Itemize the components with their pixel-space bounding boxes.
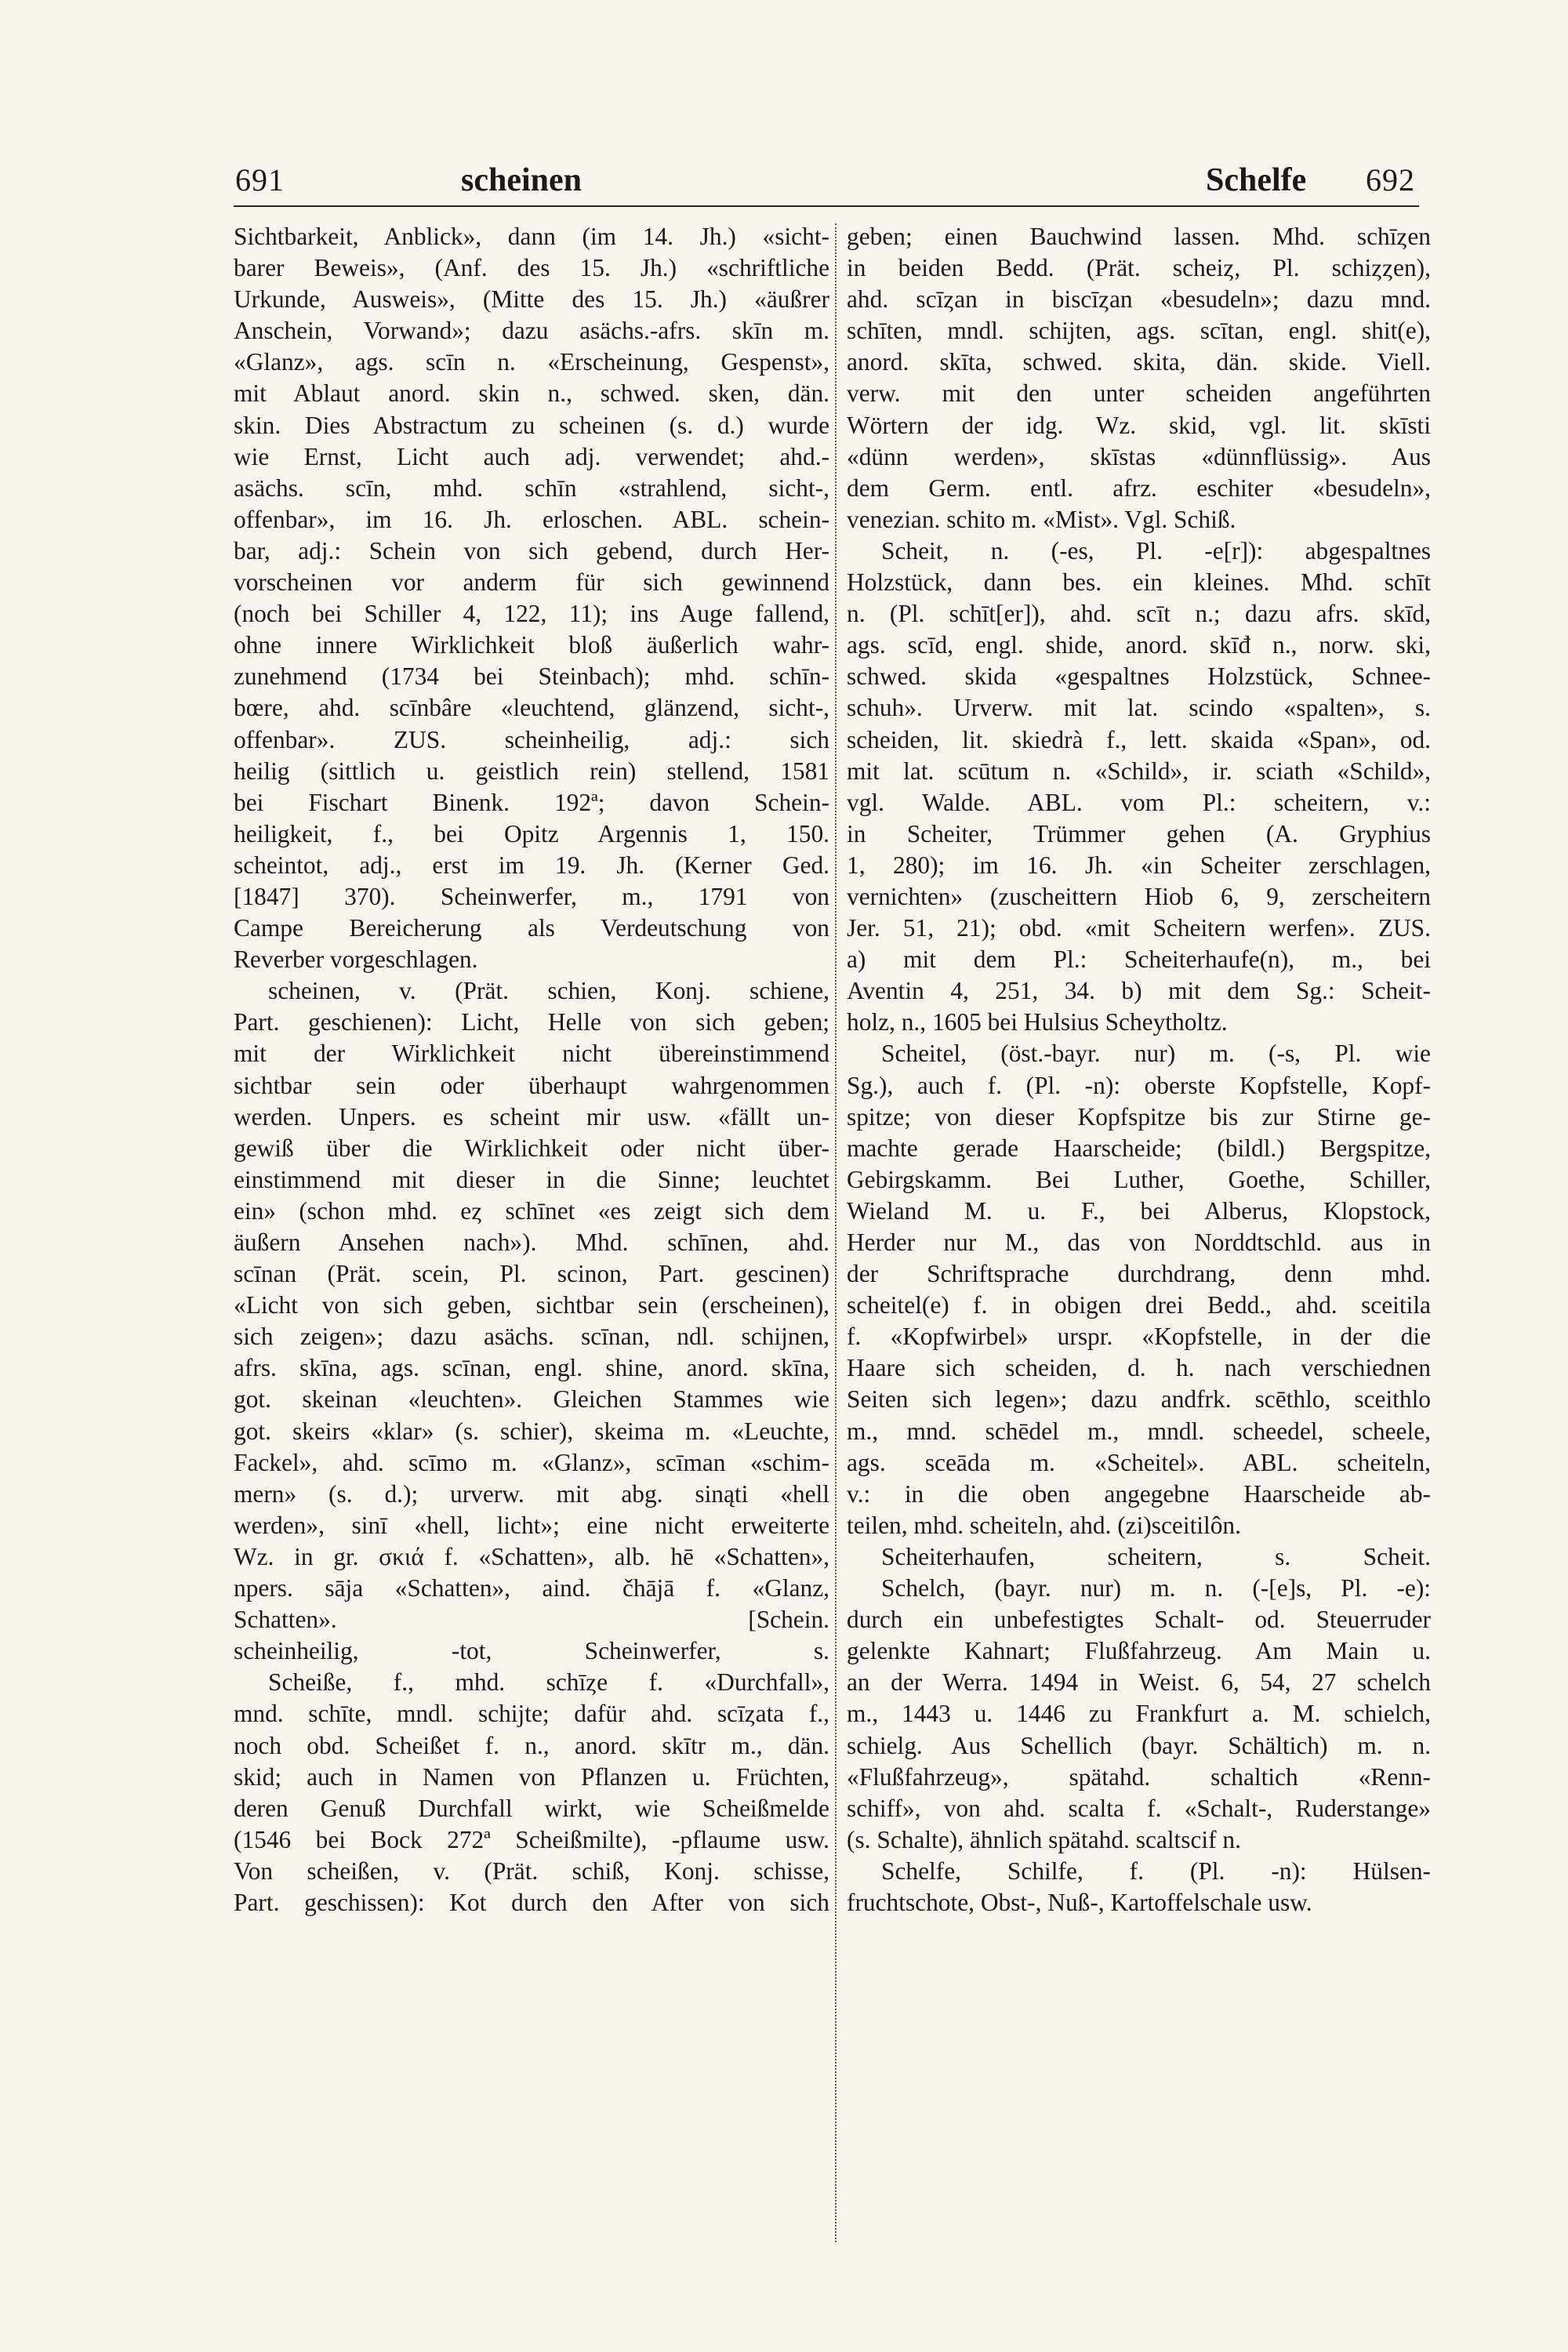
left-column-line: ein» (schon mhd. eȥ schīnet «es zeigt sich dem (234, 1196, 829, 1225)
right-column-line: Gebirgskamm. Bei Luther, Goethe, Schiller, (847, 1165, 1431, 1193)
left-column-line: sich zeigen»; dazu asächs. scīnan, ndl. schijnen, (234, 1323, 829, 1351)
right-column-line: Haare sich scheiden, d. h. nach verschiednen (847, 1354, 1431, 1382)
left-column-line: werden. Unpers. es scheint mir usw. «fällt un- (234, 1102, 829, 1131)
right-column-line: holz, n., 1605 bei Hulsius Scheytholtz. (847, 1008, 1228, 1036)
right-column-line: Schelfe, Schilfe, f. (Pl. -n): Hülsen- (881, 1857, 1431, 1885)
left-column-line: sichtbar sein oder überhaupt wahrgenommen (234, 1071, 829, 1099)
page-header (235, 162, 1415, 209)
left-column-line: «Glanz», ags. scīn n. «Erscheinung, Gespenst», (234, 348, 829, 376)
right-column-line: gelenkte Kahnart; Flußfahrzeug. Am Main u. (847, 1637, 1431, 1665)
right-column-line: a) mit dem Pl.: Scheiterhaufe(n), m., bei (847, 946, 1431, 974)
right-column-line: (s. Schalte), ähnlich spätahd. scaltscif n. (847, 1825, 1241, 1853)
left-column-line: einstimmend mit dieser in die Sinne; leuchtet (234, 1165, 829, 1193)
left-column-line: Part. geschienen): Licht, Helle von sich geben; (234, 1008, 829, 1036)
left-column-line: zunehmend (1734 bei Steinbach); mhd. schīn- (234, 662, 829, 691)
left-column-line: Urkunde, Ausweis», (Mitte des 15. Jh.) «äußrer (234, 285, 829, 314)
left-column-line: Scheiße, f., mhd. schīȥe f. «Durchfall», (268, 1668, 829, 1697)
right-column-line: schielg. Aus Schellich (bayr. Schältich) m. n. (847, 1731, 1431, 1759)
left-column-line: got. skeinan «leuchten». Gleichen Stammes wie (234, 1385, 829, 1414)
right-column-line: «Flußfahrzeug», spätahd. schaltich «Renn- (847, 1762, 1431, 1791)
right-column-line: 1, 280); im 16. Jh. «in Scheiter zerschlagen, (847, 851, 1431, 879)
right-column-line: fruchtschote, Obst-, Nuß-, Kartoffelschale usw. (847, 1888, 1312, 1916)
right-column-line: in Scheiter, Trümmer gehen (A. Gryphius (847, 819, 1431, 848)
left-column-line: noch obd. Scheißet f. n., anord. skītr m., dän. (234, 1731, 829, 1759)
left-column-line: mit Ablaut anord. skin n., schwed. sken, dän. (234, 379, 829, 408)
right-column-line: schīten, mndl. schijten, ags. scītan, engl. shit(e), (847, 317, 1431, 345)
left-column-line: mnd. schīte, mndl. schijte; dafür ahd. scīȥata f., (234, 1700, 829, 1728)
left-column-line: Campe Bereicherung als Verdeutschung von (234, 914, 829, 942)
left-column-line: mit der Wirklichkeit nicht übereinstimmend (234, 1040, 829, 1068)
right-column-line: mit lat. scūtum n. «Schild», ir. sciath «Schild», (847, 757, 1431, 785)
left-column-line: «Licht von sich geben, sichtbar sein (erscheinen), (234, 1291, 829, 1319)
right-column-line: n. (Pl. schīt[er]), ahd. scīt n.; dazu afrs. skīd, (847, 600, 1431, 628)
left-column-line: scheinheilig, -tot, Scheinwerfer, s. (234, 1637, 829, 1665)
right-column-line: venezian. schito m. «Mist». Vgl. Schiß. (847, 505, 1236, 533)
right-column-line: schuh». Urverw. mit lat. scindo «spalten», s. (847, 694, 1431, 722)
left-column-line: deren Genuß Durchfall wirkt, wie Scheißmelde (234, 1794, 829, 1822)
right-column-line: schwed. skida «gespaltnes Holzstück, Schnee- (847, 662, 1431, 691)
left-column-line: [1847] 370). Scheinwerfer, m., 1791 von (234, 882, 829, 910)
left-column-line: heilig (sittlich u. geistlich rein) stellend, 1581 (234, 757, 829, 785)
left-column-line: got. skeirs «klar» (s. schier), skeima m. «Leuchte, (234, 1417, 829, 1445)
right-column-line: Herder nur M., das von Norddtschld. aus in (847, 1229, 1431, 1256)
right-column-line: ags. sceāda m. «Scheitel». ABL. scheiteln, (847, 1448, 1431, 1476)
right-column-line: machte gerade Haarscheide; (bildl.) Bergspitze, (847, 1134, 1431, 1162)
right-column-line: Seiten sich legen»; dazu andfrk. scēthlo, sceithlo (847, 1385, 1431, 1414)
left-column-line: ohne innere Wirklichkeit bloß äußerlich wahr- (234, 631, 829, 659)
left-column-line: offenbar», im 16. Jh. erloschen. ABL. schein- (234, 505, 829, 533)
left-column-line: bei Fischart Binenk. 192ª; davon Schein- (234, 788, 829, 816)
right-column-line: Schelch, (bayr. nur) m. n. (-[e]s, Pl. -e): (881, 1574, 1431, 1602)
right-column-line: scheitel(e) f. in obigen drei Bedd., ahd. sceitila (847, 1291, 1431, 1319)
left-column-line: heiligkeit, f., bei Opitz Argennis 1, 150. (234, 819, 829, 848)
left-column-line: Part. geschissen): Kot durch den After von sich (234, 1888, 829, 1916)
left-column-line: bar, adj.: Schein von sich gebend, durch Her- (234, 536, 829, 564)
right-column-line: Scheitel, (öst.-bayr. nur) m. (-s, Pl. wie (881, 1040, 1431, 1068)
left-column-line: Von scheißen, v. (Prät. schiß, Konj. schisse, (234, 1857, 829, 1885)
right-column-line: Aventin 4, 251, 34. b) mit dem Sg.: Scheit- (847, 977, 1431, 1005)
header-rule (234, 205, 1419, 207)
left-column-line: Reverber vorgeschlagen. (234, 946, 478, 974)
left-column-line: scheinen, v. (Prät. schien, Konj. schiene, (268, 977, 829, 1005)
right-column-line: scheiden, lit. skiedrà f., lett. skaida «Span», od. (847, 725, 1431, 753)
left-column-line: npers. sāja «Schatten», aind. čhājā f. «Glanz, (234, 1574, 829, 1602)
right-column-line: vgl. Walde. ABL. vom Pl.: scheitern, v.: (847, 788, 1431, 816)
left-column-line: skid; auch in Namen von Pflanzen u. Früchten, (234, 1762, 829, 1791)
right-column-line: Wieland M. u. F., bei Alberus, Klopstock, (847, 1196, 1431, 1225)
left-column-line: wie Ernst, Licht auch adj. verwendet; ahd.- (234, 442, 829, 470)
left-column-line: Wz. in gr. σκιά f. «Schatten», alb. hē «Schatten», (234, 1542, 829, 1570)
left-column-line: (noch bei Schiller 4, 122, 11); ins Auge fallend, (234, 600, 829, 628)
left-column-line: barer Beweis», (Anf. des 15. Jh.) «schriftliche (234, 254, 829, 282)
left-column-line: werden», sinī «hell, licht»; eine nicht erweiterte (234, 1511, 829, 1539)
left-column-line: offenbar». ZUS. scheinheilig, adj.: sich (234, 725, 829, 753)
left-column-line: Sichtbarkeit, Anblick», dann (im 14. Jh.) «sicht- (234, 223, 829, 250)
left-column-line: scheintot, adj., erst im 19. Jh. (Kerner Ged. (234, 851, 829, 879)
right-column-line: m., 1443 u. 1446 zu Frankfurt a. M. schielch, (847, 1700, 1431, 1728)
right-column-line: der Schriftsprache durchdrang, denn mhd. (847, 1260, 1431, 1288)
left-column-line: mern» (s. d.); urverw. mit abg. sinąti «hell (234, 1479, 829, 1508)
right-column-line: dem Germ. entl. afrz. eschiter «besudeln», (847, 474, 1431, 502)
right-column-line: verw. mit den unter scheiden angeführten (847, 379, 1431, 408)
left-column-line: skin. Dies Abstractum zu scheinen (s. d.) wurde (234, 411, 829, 439)
right-column-line: spitze; von dieser Kopfspitze bis zur Stirne ge- (847, 1102, 1431, 1131)
right-column-line: ags. scīd, engl. shide, anord. skīđ n., norw. ski, (847, 631, 1431, 659)
left-column-line: bœre, ahd. scīnbâre «leuchtend, glänzend, sicht-, (234, 694, 829, 722)
left-column (234, 221, 829, 2244)
right-page-number: 692 (1366, 162, 1415, 198)
right-column-line: teilen, mhd. scheiteln, ahd. (zi)sceitilôn. (847, 1511, 1241, 1539)
right-column-line: Holzstück, dann bes. ein kleines. Mhd. schīt (847, 568, 1431, 597)
right-column-line: geben; einen Bauchwind lassen. Mhd. schīȥen (847, 223, 1431, 250)
left-column-line: Schatten». [Schein. (234, 1606, 829, 1634)
right-head-word: Schelfe (1206, 162, 1307, 198)
left-column-line: (1546 bei Bock 272ª Scheißmilte), -pflaume usw. (234, 1825, 829, 1853)
right-column (847, 221, 1431, 2244)
left-head-word: scheinen (461, 162, 583, 198)
left-column-line: scīnan (Prät. scein, Pl. scinon, Part. gescinen) (234, 1260, 829, 1288)
left-column-line: vorscheinen vor anderm für sich gewinnend (234, 568, 829, 597)
right-column-line: f. «Kopfwirbel» urspr. «Kopfstelle, in der die (847, 1323, 1431, 1351)
right-column-line: in beiden Bedd. (Prät. scheiȥ, Pl. schiȥȥen), (847, 254, 1431, 282)
column-divider (835, 223, 837, 2242)
left-column-line: asächs. scīn, mhd. schīn «strahlend, sicht-, (234, 474, 829, 502)
right-column-line: an der Werra. 1494 in Weist. 6, 54, 27 schelch (847, 1668, 1431, 1697)
right-column-line: schiff», von ahd. scalta f. «Schalt-, Ruderstange» (847, 1794, 1431, 1822)
right-column-line: m., mnd. schēdel m., mndl. scheedel, scheele, (847, 1417, 1431, 1445)
right-column-line: «dünn werden», skīstas «dünnflüssig». Aus (847, 442, 1431, 470)
left-column-line: äußern Ansehen nach»). Mhd. schīnen, ahd. (234, 1229, 829, 1256)
left-column-line: afrs. skīna, ags. scīnan, engl. shine, anord. skīna, (234, 1354, 829, 1382)
right-column-line: Scheit, n. (-es, Pl. -e[r]): abgespaltnes (881, 536, 1431, 564)
right-column-line: Wörtern der idg. Wz. skid, vgl. lit. skīsti (847, 411, 1431, 439)
left-column-line: gewiß über die Wirklichkeit oder nicht über- (234, 1134, 829, 1162)
right-column-line: Scheiterhaufen, scheitern, s. Scheit. (881, 1542, 1431, 1570)
right-column-line: Sg.), auch f. (Pl. -n): oberste Kopfstelle, Kopf- (847, 1071, 1431, 1099)
right-column-line: durch ein unbefestigtes Schalt- od. Steuerruder (847, 1606, 1431, 1634)
left-page-number: 691 (235, 162, 285, 198)
right-column-line: vernichten» (zuscheittern Hiob 6, 9, zerscheitern (847, 882, 1431, 910)
left-column-line: Anschein, Vorwand»; dazu asächs.-afrs. skīn m. (234, 317, 829, 345)
right-column-line: Jer. 51, 21); obd. «mit Scheitern werfen». ZUS. (847, 914, 1431, 942)
right-column-line: v.: in die oben angegebne Haarscheide ab- (847, 1479, 1431, 1508)
left-column-line: Fackel», ahd. scīmo m. «Glanz», scīman «schim- (234, 1448, 829, 1476)
right-column-line: anord. skīta, schwed. skita, dän. skide. Viell. (847, 348, 1431, 376)
right-column-line: ahd. scīȥan in biscīȥan «besudeln»; dazu mnd. (847, 285, 1431, 314)
